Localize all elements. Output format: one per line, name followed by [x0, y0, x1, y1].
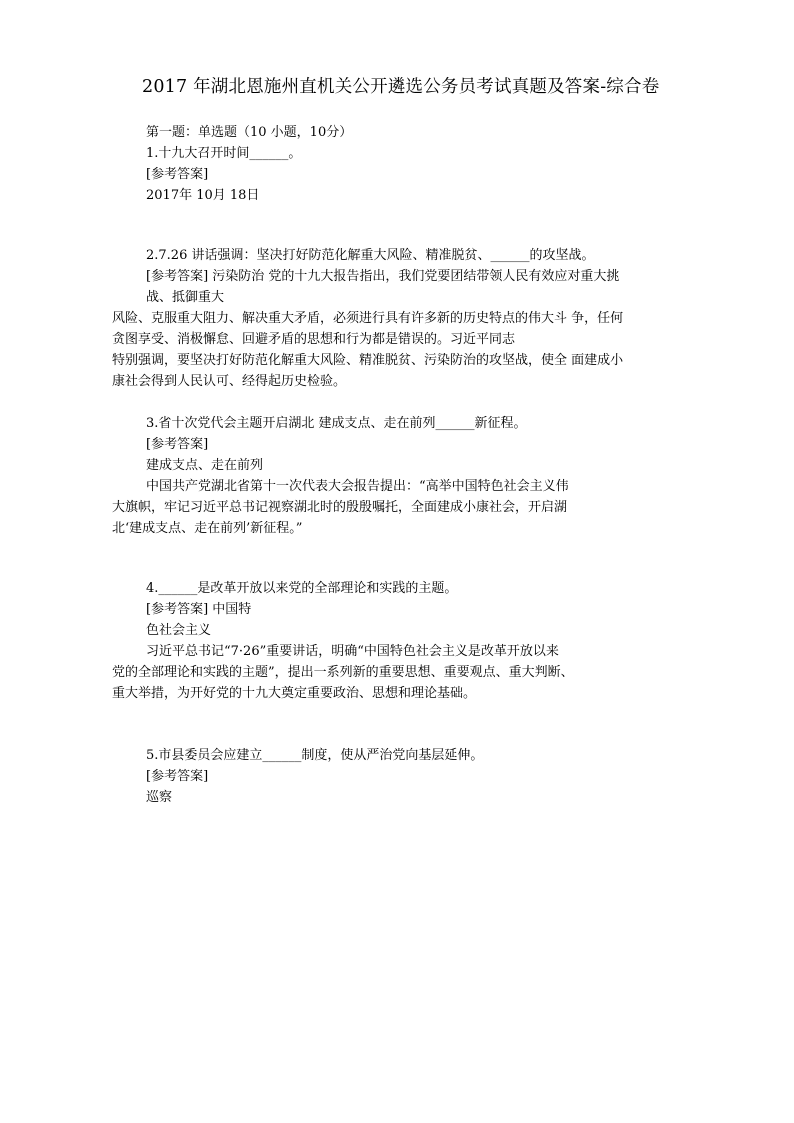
answer-label-3: [参考答案]	[146, 437, 209, 452]
explanation-4-line: 党的全部理论和实践的主题”，提出一系列新的重要思想、重要观点、重大判断、	[112, 665, 574, 680]
explanation-3-line: 大旗帜，牢记习近平总书记视察湖北时的殷殷嘱托，全面建成小康社会，开启湖	[112, 500, 568, 515]
question-2: 2.7.26 讲话强调：坚决打好防范化解重大风险、精准脱贫、______的攻坚战。	[146, 248, 595, 263]
question-4: 4.______是改革开放以来党的全部理论和实践的主题。	[146, 581, 458, 596]
question-3: 3.省十次党代会主题开启湖北 建成支点、走在前列______新征程。	[146, 416, 527, 431]
answer-line-4: [参考答案] 中国特	[146, 602, 252, 617]
explanation-4-line: 习近平总书记“7·26”重要讲话，明确“中国特色社会主义是改革开放以来	[146, 644, 559, 659]
explanation-2-line: 风险、克服重大阻力、解决重大矛盾，必须进行具有许多新的历史特点的伟大斗 争，任何	[112, 311, 624, 326]
answer-line-2: [参考答案] 污染防治 党的十九大报告指出，我们党要团结带领人民有效应对重大挑	[146, 269, 620, 284]
explanation-2-line: 战、抵御重大	[146, 290, 225, 305]
explanation-2-line: 特别强调，要坚决打好防范化解重大风险、精准脱贫、污染防治的攻坚战，使全 面建成小	[112, 353, 624, 368]
answer-3: 建成支点、走在前列	[146, 458, 264, 473]
explanation-2-line: 康社会得到人民认可、经得起历史检验。	[112, 374, 347, 389]
section-heading: 第一题：单选题（10 小题，10分）	[146, 125, 353, 140]
explanation-4-line: 重大举措，为开好党的十九大奠定重要政治、思想和理论基础。	[112, 686, 477, 701]
answer-label-5: [参考答案]	[146, 769, 209, 784]
explanation-3-line: 北‘建成支点、走在前列’新征程。”	[112, 521, 303, 536]
question-1: 1.十九大召开时间______。	[146, 146, 302, 161]
answer-cont-4: 色社会主义	[146, 623, 212, 638]
answer-1: 2017年 10月 18日	[146, 188, 260, 203]
document-title: 2017 年湖北恩施州直机关公开遴选公务员考试真题及答案-综合卷	[142, 77, 660, 97]
explanation-3-line: 中国共产党湖北省第十一次代表大会报告提出：“高举中国特色社会主义伟	[146, 479, 569, 494]
question-5: 5.市县委员会应建立______制度，使从严治党向基层延伸。	[146, 748, 484, 763]
explanation-2-line: 贪图享受、消极懈怠、回避矛盾的思想和行为都是错误的。习近平同志	[112, 332, 516, 347]
answer-5: 巡察	[146, 790, 173, 805]
answer-label-1: [参考答案]	[146, 167, 209, 182]
